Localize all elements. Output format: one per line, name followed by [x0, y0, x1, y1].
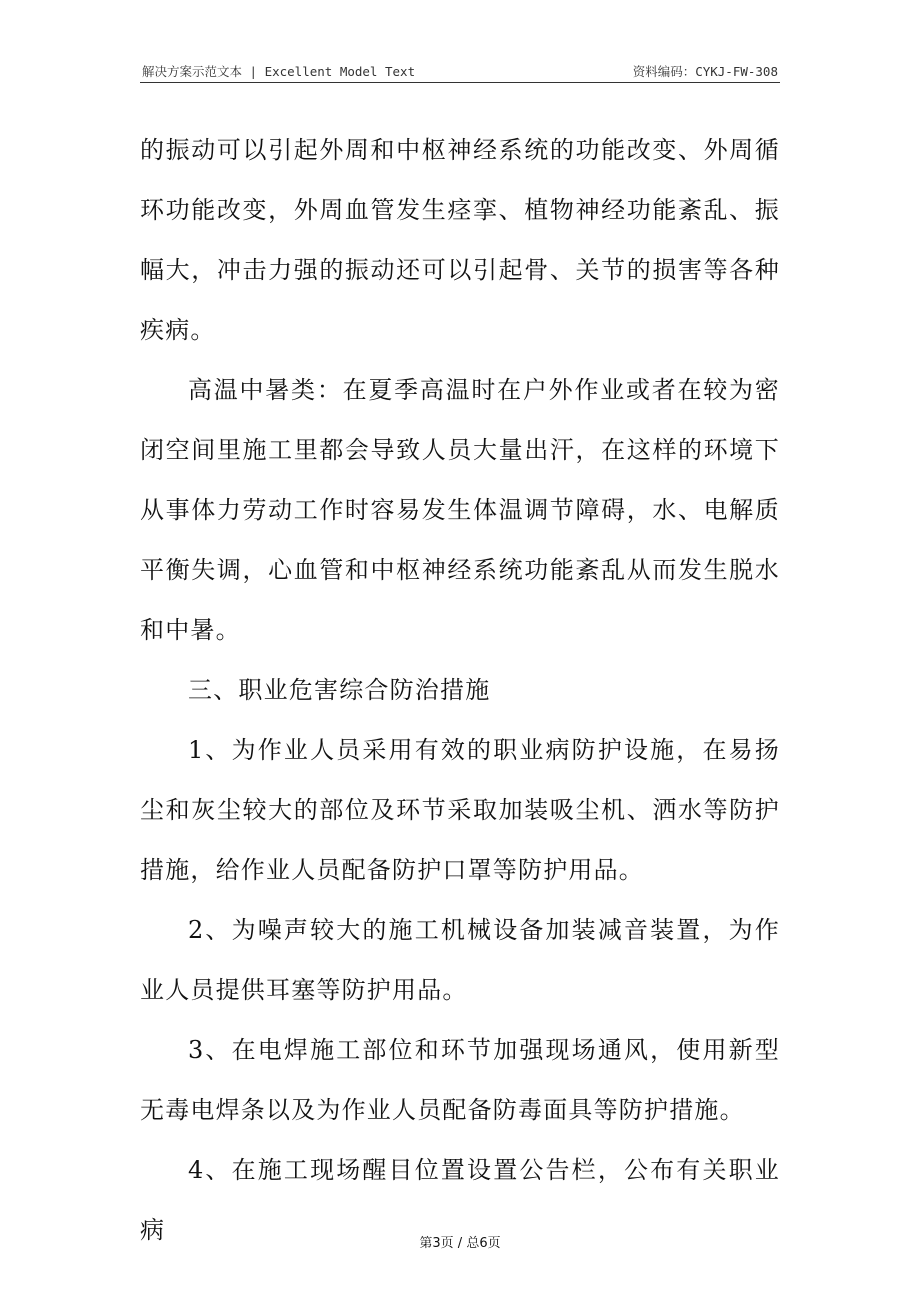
- section-heading-prevention-measures: 三、职业危害综合防治措施: [188, 676, 491, 704]
- page-number: 第3页 / 总6页: [419, 1236, 501, 1251]
- page-footer: [0, 1232, 920, 1251]
- measure-item-3: 3、在电焊施工部位和环节加强现场通风，使用新型无毒电焊条以及为作业人员配备防毒面具等防护措施。: [140, 1036, 780, 1124]
- measure-item-2: 2、为噪声较大的施工机械设备加装减音装置，为作业人员提供耳塞等防护用品。: [140, 916, 780, 1004]
- measure-item-1: 1、为作业人员采用有效的职业病防护设施，在易扬尘和灰尘较大的部位及环节采取加装吸尘机、洒水等防护措施，给作业人员配备防护口罩等防护用品。: [140, 736, 780, 884]
- document-body: [140, 120, 780, 1260]
- page-header: [140, 62, 780, 83]
- paragraph-heatstroke: 高温中暑类：在夏季高温时在户外作业或者在较为密闭空间里施工里都会导致人员大量出汗，在这样的环境下从事体力劳动工作时容易发生体温调节障碍，水、电解质平衡失调，心血管和中枢神经系统功能紊乱从而发生脱水和中暑。: [140, 376, 780, 644]
- document-code: 资料编码：CYKJ-FW-308: [632, 64, 778, 79]
- paragraph-vibration-continued: 的振动可以引起外周和中枢神经系统的功能改变、外周循环功能改变，外周血管发生痉挛、植物神经功能紊乱、振幅大，冲击力强的振动还可以引起骨、关节的损害等各种疾病。: [140, 136, 780, 344]
- measure-item-4: 4、在施工现场醒目位置设置公告栏，公布有关职业病: [140, 1156, 780, 1244]
- header-title: 解决方案示范文本 | Excellent Model Text: [142, 64, 416, 79]
